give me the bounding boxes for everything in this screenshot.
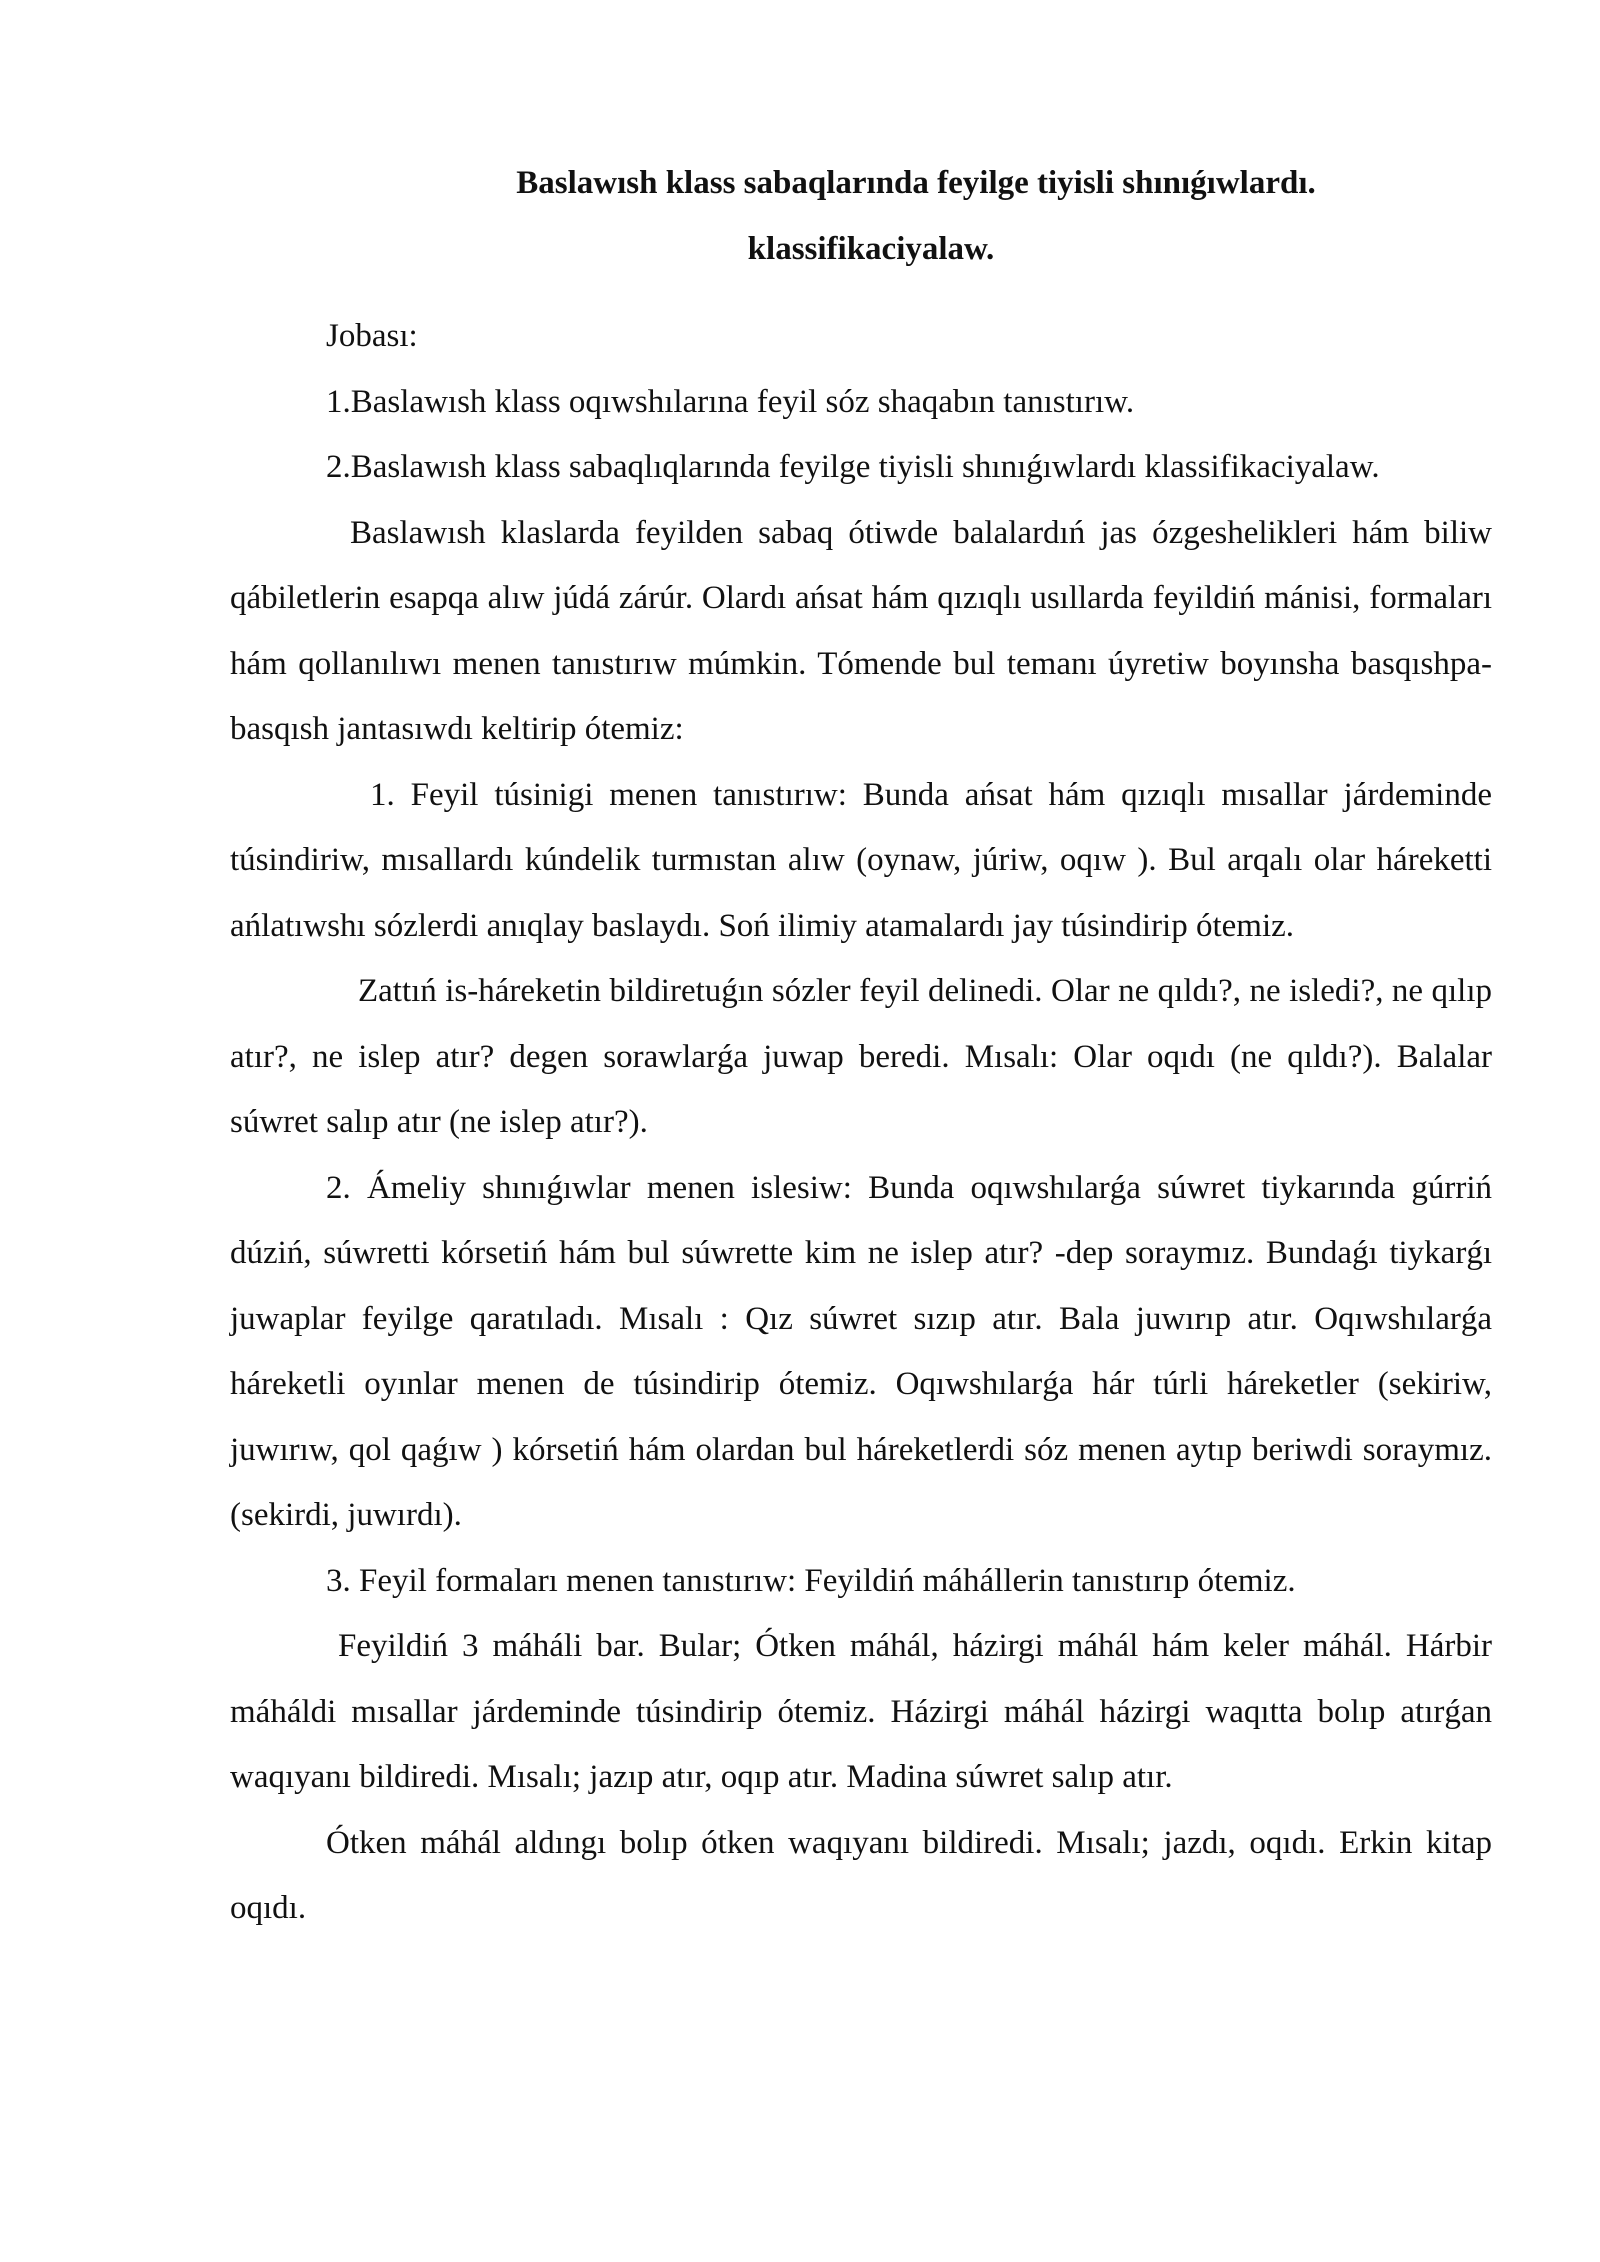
past-tense-paragraph: Ótken máhál aldıngı bolıp ótken waqıyanı bildiredi. Mısalı; jazdı, oqıdı. Erkin kitap oqıdı. [230,1824,1492,1926]
plan-item-1: 1.Baslawısh klass oqıwshılarına feyil sóz shaqabın tanıstırıw. [326,383,1135,420]
document-body [230,304,1492,1942]
step-2-paragraph: 2. Ámeliy shınıǵıwlar menen islesiw: Bunda oqıwshılarǵa súwret tiykarında gúrriń dúziń, súwretti kórsetiń hám bul súwrette kim ne islep atır? -dep soraymız. Bundaǵı tiykarǵı juwaplar feyilge qaratıladı. Mısalı : Qız súwret sızıp atır. Bala juwırıp atır. Oqıwshılarǵa háreketli oyınlar menen de túsindirip ótemiz. Oqıwshılarǵa hár túrli háreketler (sekiriw, juwırıw, qol qaǵıw ) kórsetiń hám olardan bul háreketlerdi sóz menen aytıp beriwdi soraymız. (sekirdi, juwırdı). [230,1169,1492,1533]
plan-heading: Jobası: [326,318,418,354]
plan-item-2: 2.Baslawısh klass sabaqlıqlarında feyilge tiyisli shınıǵıwlardı klassifikaciyalaw. [326,449,1380,485]
tenses-paragraph: Feyildiń 3 máháli bar. Bular; Ótken máhál, házirgi máhál hám keler máhál. Hárbir máháldi mısallar járdeminde túsindirip ótemiz. Házirgi máhál házirgi waqıtta bolıp atırǵan waqıyanı bildiredi. Mısalı; jazıp atır, oqıp atır. Madina súwret salıp atır. [230,1628,1492,1795]
title-line-2: klassifikaciyalaw. [747,231,995,267]
definition-paragraph: Zattıń is-háreketin bildiretuǵın sózler feyil delinedi. Olar ne qıldı?, ne isledi?, ne qılıp atır?, ne islep atır? degen sorawlarǵa juwap beredi. Mısalı: Olar oqıdı (ne qıldı?). Balalar súwret salıp atır (ne islep atır?). [230,973,1492,1140]
step-1-paragraph: 1. Feyil túsinigi menen tanıstırıw: Bunda ańsat hám qızıqlı mısallar járdeminde túsindiriw, mısallardı kúndelik turmıstan alıw (oynaw, júriw, oqıw ). Bul arqalı olar háreketti ańlatıwshı sózlerdi anıqlay baslaydı. Soń ilimiy atamalardı jay túsindirip ótemiz. [230,776,1492,944]
title-line-1: Baslawısh klass sabaqlarında feyilge tiyisli shınıǵıwlardı. [516,165,1316,201]
document-title [230,150,1492,282]
document-page [230,150,1492,1942]
intro-paragraph: Baslawısh klaslarda feyilden sabaq ótiwde balalardıń jas ózgeshelikleri hám biliw qábiletlerin esapqa alıw júdá zárúr. Olardı ańsat hám qızıqlı usıllarda feyildiń mánisi, formaları hám qollanılıwı menen tanıstırıw múmkin. Tómende bul temanı úyretiw boyınsha basqıshpa-basqısh jantasıwdı keltirip ótemiz: [230,514,1492,747]
step-3-paragraph: 3. Feyil formaları menen tanıstırıw: Feyildiń máhállerin tanıstırıp ótemiz. [326,1562,1296,1599]
